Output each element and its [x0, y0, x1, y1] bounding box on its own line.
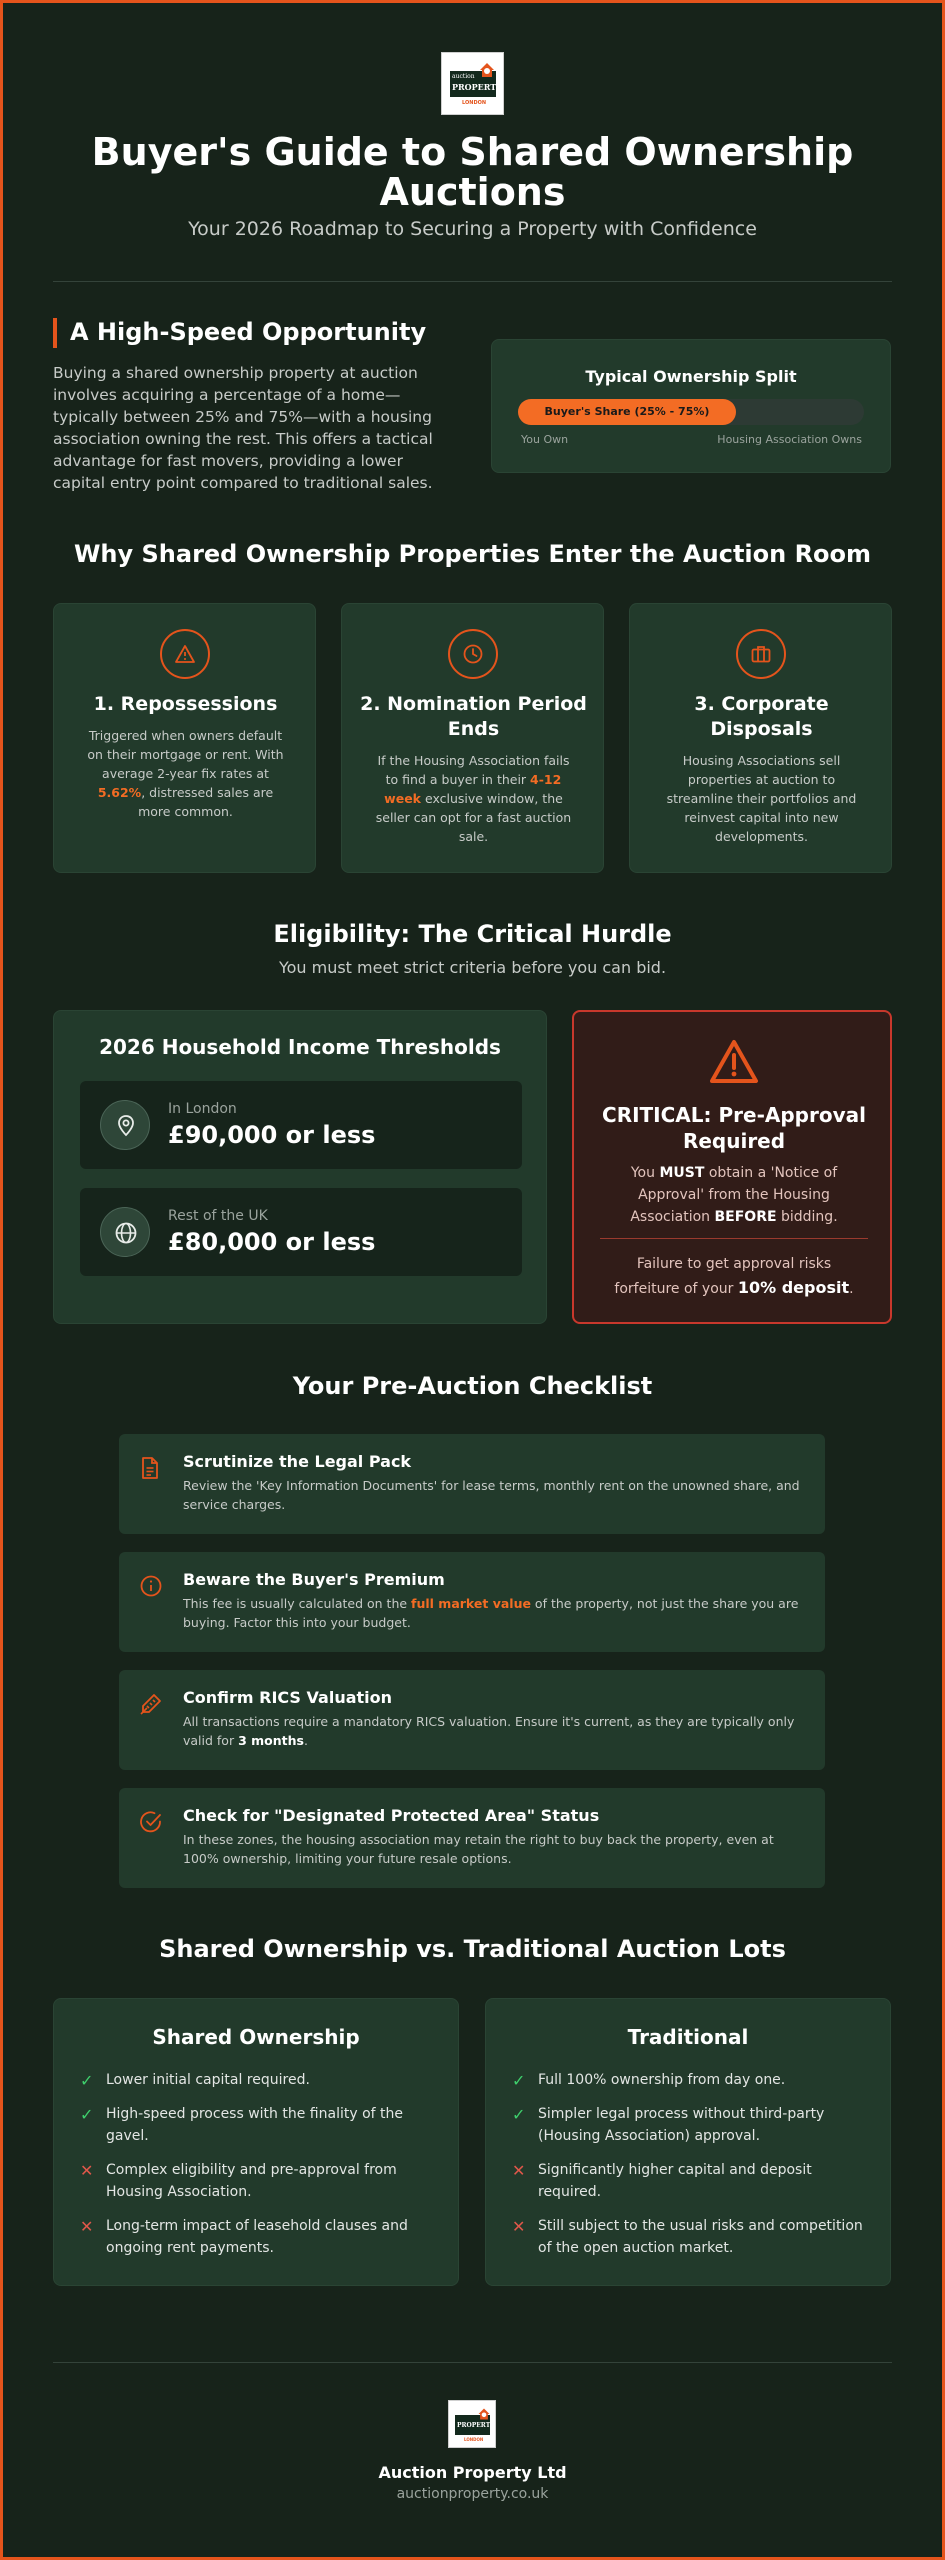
ownership-split-card	[491, 339, 891, 473]
footer-website-link[interactable]: auctionproperty.co.uk	[396, 2486, 549, 2502]
comparison-card-shared: Shared Ownership ✓ Lower initial capital required. ✓ High-speed process with the finality of the gavel. ✕ Complex eligibility and pre-approval from Housing Association. ✕ Long-term impact of leasehold clauses and ongoing rent payments.	[53, 1998, 459, 2286]
comparison-column-title: Shared Ownership	[152, 2025, 360, 2049]
checklist-item-body: All transactions require a mandatory RICS valuation. Ensure it's current, as they are typically only valid for 3 months.	[183, 1714, 795, 1748]
income-region-label: Rest of the UK	[168, 1208, 268, 1224]
page-title: Buyer's Guide to Shared Ownership Auctions	[91, 130, 854, 214]
checklist-item-body: Review the 'Key Information Documents' for lease terms, monthly rent on the unowned share, and service charges.	[183, 1478, 800, 1512]
logo-text-top: auction	[452, 73, 475, 80]
cross-icon: ✕	[512, 2161, 526, 2180]
checklist-item-body: In these zones, the housing association may retain the right to buy back the property, even at 100% ownership, limiting your future resale options.	[183, 1832, 774, 1866]
logo-text-sub: LONDON	[464, 2437, 484, 2442]
logo-house-icon	[477, 2406, 491, 2420]
critical-title: CRITICAL: Pre-Approval Required	[602, 1103, 866, 1153]
income-threshold-value: £90,000 or less	[168, 1121, 376, 1149]
ownership-split-bar	[518, 399, 864, 425]
comparison-column-title: Traditional	[627, 2025, 749, 2049]
reason-body: Housing Associations sell properties at auction to streamline their portfolios and reinvest capital into new developments.	[666, 753, 857, 844]
income-region-label: In London	[168, 1101, 237, 1117]
reason-title: 3. Corporate Disposals	[694, 693, 829, 740]
reason-title: 2. Nomination Period Ends	[360, 693, 587, 740]
checklist-title: Your Pre-Auction Checklist	[292, 1372, 653, 1400]
reason-card-corporate	[629, 603, 892, 873]
housing-association-label: Housing Association Owns	[717, 433, 862, 446]
info-icon	[139, 1574, 163, 1598]
map-pin-icon	[100, 1100, 150, 1150]
income-row-london	[80, 1081, 522, 1169]
income-row-uk	[80, 1188, 522, 1276]
critical-divider	[600, 1238, 868, 1239]
clock-icon	[448, 629, 498, 679]
check-icon: ✓	[80, 2071, 94, 2090]
income-threshold-value: £80,000 or less	[168, 1228, 376, 1256]
checklist-item-title: Beware the Buyer's Premium	[183, 1570, 445, 1589]
logo-text-main: PROPERTY	[457, 2422, 495, 2429]
critical-body: You MUST obtain a 'Notice of Approval' from the Housing Association BEFORE bidding.	[630, 1165, 838, 1225]
checklist-item-title: Confirm RICS Valuation	[183, 1688, 393, 1707]
reason-title: 1. Repossessions	[93, 693, 278, 715]
warning-icon	[160, 629, 210, 679]
buyer-share-fill: Buyer's Share (25% - 75%)	[518, 399, 736, 425]
checklist-item-buyers-premium	[119, 1552, 825, 1652]
comparison-card-traditional: Traditional ✓ Full 100% ownership from day one. ✓ Simpler legal process without third-party (Housing Association) approval. ✕ Significantly higher capital and deposit required. ✕ Still subject to the usual risks and competition of the open auction market.	[485, 1998, 891, 2286]
footer-logo[interactable]	[448, 2400, 496, 2448]
reasons-title: Why Shared Ownership Properties Enter the Auction Room	[73, 540, 872, 568]
eligibility-title: Eligibility: The Critical Hurdle	[273, 920, 672, 948]
cross-icon: ✕	[80, 2217, 94, 2236]
cross-icon: ✕	[512, 2217, 526, 2236]
logo-text-sub: LONDON	[462, 100, 487, 106]
globe-icon	[100, 1207, 150, 1257]
income-thresholds-title: 2026 Household Income Thresholds	[99, 1035, 501, 1059]
check-icon: ✓	[80, 2105, 94, 2124]
header-divider	[53, 281, 892, 282]
check-icon: ✓	[512, 2071, 526, 2090]
you-own-label: You Own	[521, 433, 569, 446]
document-icon	[139, 1456, 161, 1480]
header-logo[interactable]	[441, 52, 504, 115]
alert-triangle-icon	[708, 1038, 760, 1086]
reason-body: Triggered when owners default on their mortgage or rent. With average 2-year fix rates at 5.62%, distressed sales are more common.	[87, 728, 284, 819]
section-accent-bar	[53, 318, 57, 348]
check-circle-icon	[139, 1810, 163, 1834]
comparison-title: Shared Ownership vs. Traditional Auction Lots	[159, 1935, 786, 1963]
critical-preapproval-card	[572, 1010, 892, 1324]
footer-company-name: Auction Property Ltd	[378, 2463, 567, 2482]
reason-body: If the Housing Association fails to find a buyer in their 4-12 week exclusive window, the seller can opt for a fast auction sale.	[375, 753, 572, 844]
checklist-item-body: This fee is usually calculated on the full market value of the property, not just the share you are buying. Factor this into your budget.	[183, 1596, 799, 1630]
check-icon: ✓	[512, 2105, 526, 2124]
income-thresholds-card	[53, 1010, 547, 1324]
cross-icon: ✕	[80, 2161, 94, 2180]
logo-text-main: PROPERTY	[452, 82, 502, 92]
checklist-item-rics	[119, 1670, 825, 1770]
page-subtitle: Your 2026 Roadmap to Securing a Property with Confidence	[188, 218, 757, 240]
logo-house-icon	[478, 61, 496, 79]
ownership-split-title: Typical Ownership Split	[585, 367, 797, 386]
checklist-item-title: Scrutinize the Legal Pack	[183, 1452, 412, 1471]
opportunity-title: A High-Speed Opportunity	[70, 318, 427, 346]
ruler-icon	[139, 1692, 163, 1716]
footer-divider	[53, 2362, 892, 2363]
eligibility-subtitle: You must meet strict criteria before you can bid.	[278, 958, 667, 977]
checklist-item-legal-pack	[119, 1434, 825, 1534]
checklist-item-protected-area	[119, 1788, 825, 1888]
reason-card-nomination	[341, 603, 604, 873]
briefcase-icon	[736, 629, 786, 679]
checklist-item-title: Check for "Designated Protected Area" Status	[183, 1806, 600, 1825]
reason-card-repossessions	[53, 603, 316, 873]
critical-note: Failure to get approval risks forfeiture of your 10% deposit.	[614, 1256, 854, 1297]
opportunity-body: Buying a shared ownership property at auction involves acquiring a percentage of a home—typically between 25% and 75%—with a housing association owning the rest. This offers a tactical advantage for fast movers, providing a lower capital entry point compared to traditional sales.	[53, 364, 433, 492]
